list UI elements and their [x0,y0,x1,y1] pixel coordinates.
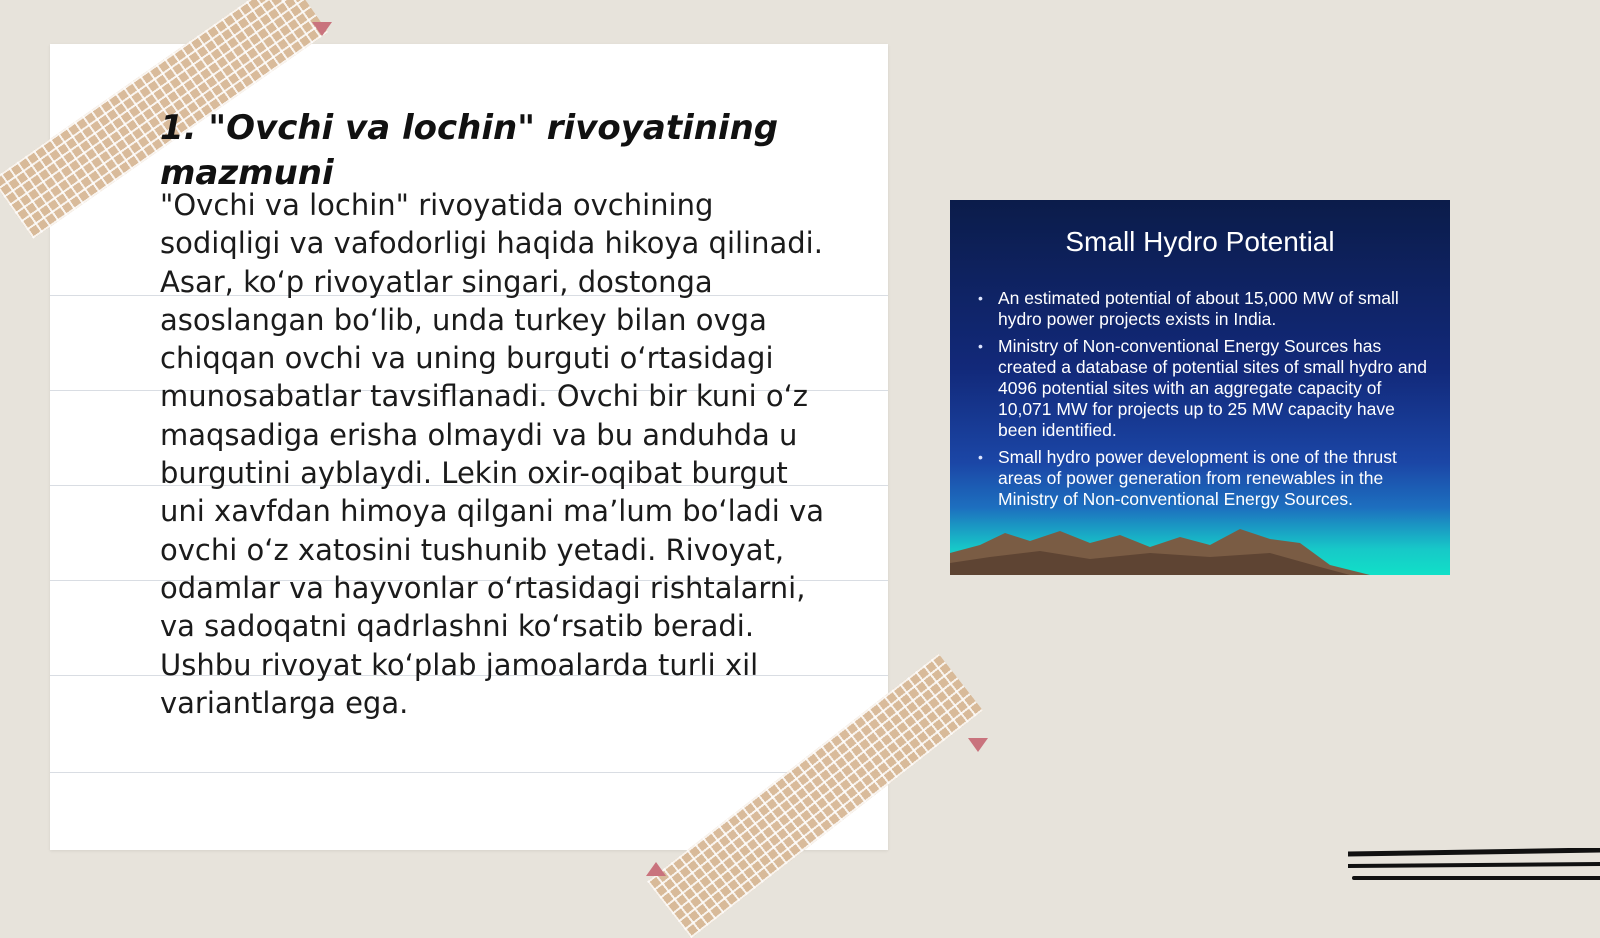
body-paragraph: "Ovchi va lochin" rivoyatida ovchining sodiqligi va vafodorligi haqida hikoya qilinadi. Asar, koʻp rivoyatlar singari, dostonga asoslangan boʻlib, unda turkey bilan ovga chiqqan ovchi va uning burguti oʻrtasidagi munosabatlar tavsiflanadi. Ovchi bir kuni oʻz maqsadiga erisha olmaydi va bu anduhda u burgutini ayblaydi. Lekin oxir-oqibat burgut uni xavfdan himoya qilgani maʼlum boʻladi va ovchi oʻz xatosini tushunib yetadi. Rivoyat, odamlar va hayvonlar oʻrtasidagi rishtalarni, va sadoqatni qadrlashni koʻrsatib beradi. Ushbu rivoyat koʻplab jamoalarda turli xil variantlarga ega. [160,188,825,720]
slide-bullet-list [978,288,1428,516]
pin-decoration [312,22,332,36]
embedded-slide-image [950,200,1450,575]
mountain-silhouette [950,523,1450,575]
pin-decoration [968,738,988,752]
slide-bullet: • Small hydro power development is one of the thrust areas of power generation from renewables in the Ministry of Non-conventional Energy Sources. [978,447,1428,510]
slide-bullet: • An estimated potential of about 15,000 MW of small hydro power projects exists in India. [978,288,1428,330]
scribble-lines-decoration [1348,848,1600,892]
slide-bullet: • Ministry of Non-conventional Energy Sources has created a database of potential sites of small hydro and 4096 potential sites with an aggregate capacity of 10,071 MW for projects up to 25 MW capacity have been identified. [978,336,1428,441]
page-title: 1. "Ovchi va lochin" rivoyatining mazmuni [160,108,779,193]
paper-rule-line [50,772,888,773]
slide-title: Small Hydro Potential [1065,226,1335,257]
pin-decoration [646,862,666,876]
